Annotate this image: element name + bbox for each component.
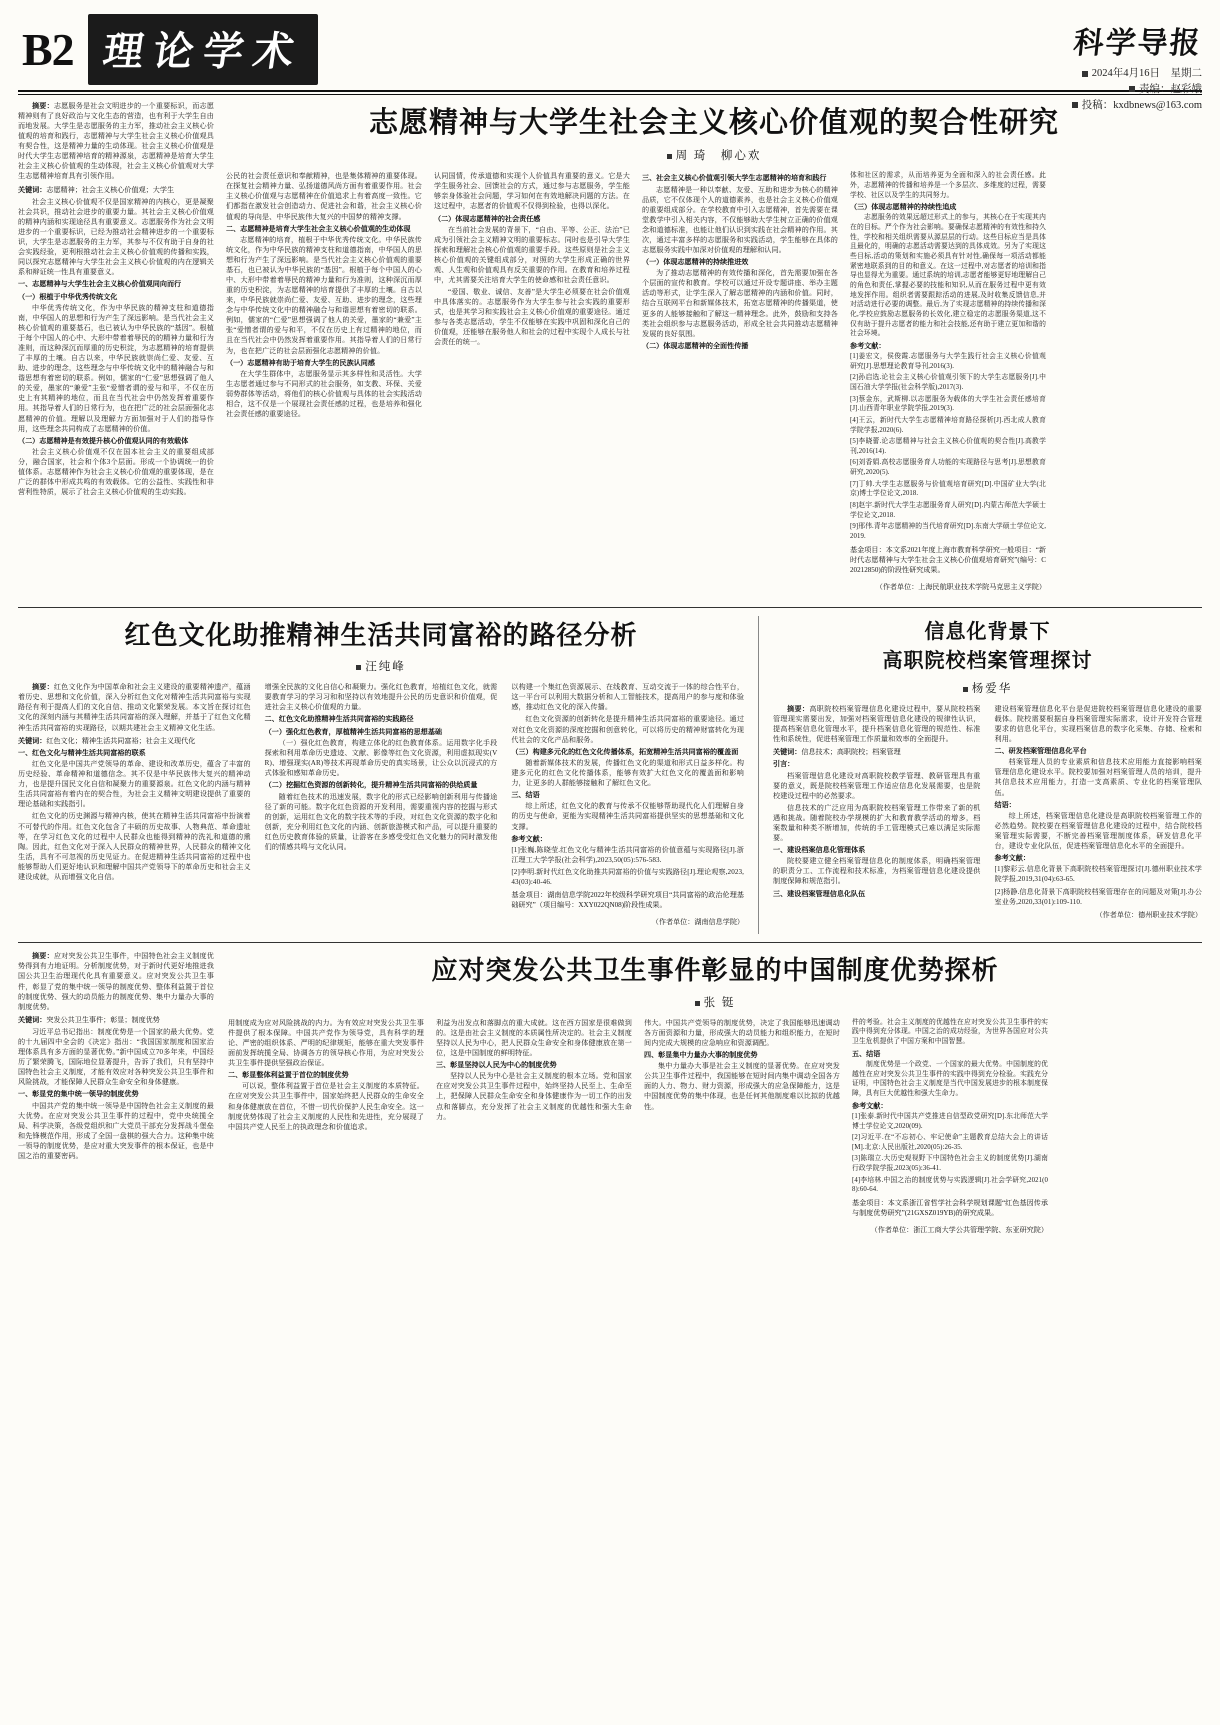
article-4-keywords: [18, 1015, 214, 1025]
article-3-reference: [2]杨静.信息化背景下高职院校档案管理存在的问题及对策[J].办公室业务,2020,33(01):109-110.: [994, 887, 1202, 906]
article-4-body-1: 习近平总书记指出：制度优势是一个国家的最大优势。党的十九届四中全会的《决定》指出：“我国国家制度和国家治理体系具有多方面的显著优势。”新中国成立70多年来，中国经历了繁荣腾飞，国际地位显著提升，告诉了我们，只有坚持中国特色社会主义制度，才能有效应对各种突发公共卫生事件和风险挑战，才能保障人民群众生命安全和身体健康。: [18, 1027, 214, 1087]
article-3-headline-line2: 高职院校档案管理探讨: [882, 649, 1093, 672]
keywords-label: 关键词：: [18, 1015, 47, 1024]
article-2-section-2-1: （一）强化红色教育，厚植精神生活共同富裕的思想基础: [264, 727, 443, 736]
keywords-label: 关键词：: [18, 736, 47, 745]
article-4-body-3b: 坚持以人民为中心是社会主义制度的根本立场。党和国家在应对突发公共卫生事件过程中，始终坚持人民至上、生命至上，把保障人民群众生命安全和身体健康作为一切工作的出发点和落脚点，充分发挥了社会主义制度的优越性和强大生命力。: [436, 1072, 632, 1121]
article-1-section-1-2: （二）志愿精神是有效提升核心价值观认同的有效载体: [18, 436, 189, 445]
bullet-square-icon: [1129, 86, 1135, 92]
article-3-headline-line1: 信息化背景下: [924, 620, 1051, 643]
article-1-col-1: [226, 171, 422, 599]
abstract-label: 摘要：: [32, 102, 54, 110]
article-3-abstract: [773, 704, 981, 744]
article-1-section-1: 一、志愿精神与大学生社会主义核心价值观同向而行: [18, 280, 182, 289]
masthead-rule-thin: [18, 94, 1202, 95]
article-2-body-1b: 红色文化的历史渊源与精神内核，使其在精神生活共同富裕中扮演着不可替代的作用。红色文化包含了丰硕的历史故事、人物典范、革命遗址等，在学习红色文化的过程中人民群众也能得到精神的洗礼和道德的熏陶。因此，红色文化对于深入人民群众的精神世界，人民群众的精神文化生活，具有不可忽视的历史见证力。在促进精神生活共同富裕的过程中也能够帮助人们更好地认识和理解中国共产党领导下的革命历史和社会主义建设成就，从而增强文化自信。: [18, 812, 251, 881]
bullet-square-icon: [1082, 71, 1088, 77]
article-4-body-3: 利益为出发点和落脚点的重大成就。这在西方国家是很难做到的。这是由社会主义制度的本质属性所决定的。社会主义制度坚持以人民为中心，把人民群众生命安全和身体健康放在第一位，这是中国制度的鲜明特征。: [436, 1018, 632, 1057]
bullet-square-icon: [695, 1001, 700, 1006]
article-1-body-8: 为了推动志愿精神的有效传播和深化，首先需要加强在各个层面的宣传和教育。学校可以通过开设专题讲座、举办主题活动等形式，让学生深入了解志愿精神的内涵和价值。同时，结合互联网平台和新媒体技术，拓宽志愿精神的传播渠道，使更多的人能够接触和了解这一精神理念。此外，鼓励和支持各类社会组织参与志愿服务活动，形成全社会共同推动志愿精神发展的良好氛围。: [642, 269, 838, 338]
bullet-square-icon: [356, 665, 361, 670]
article-4-col-3: [644, 1018, 840, 1242]
article-4-body-1b: 中国共产党的集中统一领导是中国特色社会主义制度的最大优势。在应对突发公共卫生事件的过程中，党中央统揽全局、科学决策，各级党组织和广大党员干部充分发挥战斗堡垒和先锋模范作用，形成了全国一盘棋的强大合力。这种集中统一领导的制度优势，是应对重大突发事件的根本保证，也是中国之治的重要密码。: [18, 1101, 214, 1160]
article-3-body-2b: 院校要建立健全档案管理信息化的制度体系，明确档案管理的职责分工、工作流程和技术标准，为档案管理信息化建设提供制度保障和规范指引。: [773, 857, 981, 886]
keywords-text: 红色文化；精神生活共同富裕；社会主义现代化: [46, 736, 196, 745]
article-4-reference: [2]习近平.在“不忘初心、牢记使命”主题教育总结大会上的讲话[M].北京:人民出版社,2020(05):26-35.: [852, 1134, 1048, 1151]
abstract-text: 应对突发公共卫生事件，中国特色社会主义制度优势得到有力地证明。分析制度优势，对于新时代更好地推进我国公共卫生治理现代化具有重要意义。应对突发公共卫生事件，彰显了党的集中统一领导的制度优势、整体利益置于首位的制度优势、强大的动员能力的制度优势、集中力量办大事的制度优势。: [18, 952, 214, 1011]
divider-2: [18, 942, 1202, 943]
article-1: [18, 101, 1202, 599]
article-2-references-label: 参考文献：: [511, 834, 547, 843]
article-2-body-4: 以构建一个集红色资源展示、在线教育、互动交流于一体的综合性平台，这一平台可以利用大数据分析和人工智能技术，提高用户的参与度和体验感，推动红色文化的深入传播。: [511, 683, 745, 712]
article-2-affiliation: （作者单位：湖南信息学院）: [651, 918, 745, 927]
keywords-text: 突发公共卫生事件；彰显；制度优势: [46, 1015, 160, 1024]
article-2-body-5: 红色文化资源的创新转化是提升精神生活共同富裕的重要途径。通过对红色文化资源的深度挖掘和创意转化，可以将历史的精神财富转化为现代社会的文化产品和服务。: [511, 715, 745, 744]
article-4-headline: 应对突发公共卫生事件彰显的中国制度优势探析: [431, 956, 999, 986]
article-1-byline: 周 琦 柳心欢: [226, 147, 1202, 163]
article-1-section-2-2: （二）体现志愿精神的社会责任感: [434, 214, 541, 223]
keywords-label: 关键词：: [18, 185, 47, 194]
article-3: [758, 616, 1202, 935]
abstract-text: 志愿服务是社会文明进步的一个重要标识，而志愿精神则有了良好政治与文化生态的营造，也有利于大学生自由而地发展。大学生是志愿服务的主力军，推动社会主义核心价值观的培育和践行，志愿精神与大学生社会主义核心价值观具有契合性，这是精神力量的生动体现。社会主义核心价值观是时代大学生志愿精神培育的精神源泉，志愿精神是培育大学生社会主义核心价值观的生动体现，社会主义核心价值观对大学生志愿精神培育具有引领作用。: [18, 102, 214, 181]
article-2-reference: [2]李明.新时代红色文化助推共同富裕的价值与实践路径[J].理论观察,2023,43(03):40-46.: [511, 868, 745, 887]
newspaper-brand: 科学导报: [1071, 27, 1204, 60]
article-1-reference: [3]蔡金东，武斯柳.以志愿服务为载体的大学生社会责任感培育[J].山西青年职业学院学报,2019(3).: [850, 395, 1046, 413]
article-4-body-6: 制度优势是一个政党、一个国家的最大优势。中国制度的优越性在应对突发公共卫生事件的实践中得到充分检验。实践充分证明，中国特色社会主义制度是当代中国发展进步的根本制度保障，具有巨大优越性和强大生命力。: [852, 1061, 1048, 1097]
article-4-col-4: [852, 1018, 1048, 1242]
article-4-references-label: 参考文献：: [852, 1101, 888, 1110]
masthead-date: 2024年4月16日 星期二: [1072, 66, 1202, 82]
abstract-label: 摘要：: [32, 683, 54, 692]
page-number: B2: [22, 23, 74, 75]
masthead-left: [18, 14, 318, 85]
article-1-headline: 志愿精神与大学生社会主义核心价值观的契合性研究: [368, 107, 1059, 139]
article-1-reference: [4]王云，新时代大学生志愿精神培育路径探析[J].西北成人教育学院学报,2020(6).: [850, 416, 1046, 434]
article-1-abstract-column: [18, 101, 214, 599]
article-2-body-3: （一）强化红色教育，构建立体化的红色教育体系。运用数字化手段探索和利用革命历史遗迹、文献、影像等红色文化资源，利用虚拟现实(VR)、增强现实(AR)等技术再现革命历史的真实场景，让公众以沉浸式的方式体验和感知革命历史。: [264, 739, 498, 778]
article-4: [18, 951, 1202, 1242]
article-1-reference: [2]孙启选.论社会主义核心价值观引领下的大学生志愿服务[J].中国石油大学学报(社会科学版),2017(3).: [850, 374, 1046, 391]
article-4-byline: 张 铤: [228, 994, 1202, 1010]
article-1-section-3-1: （一）体现志愿精神的持续推进效: [642, 257, 749, 266]
article-1-reference: [6]刘香娟.高校志愿服务育人功能的实现路径与思考[J].思想教育研究,2020(5).: [850, 459, 1046, 477]
article-2-section-3: 三、结语: [511, 791, 540, 800]
article-4-body-4b: 集中力量办大事是社会主义制度的显著优势。在应对突发公共卫生事件过程中，我国能够在短时间内集中调动全国各方面的人力、物力、财力资源，形成强大的应急保障能力，这是中国制度优势的集中体现，也是任何其他制度难以比拟的优越性。: [644, 1062, 840, 1111]
article-1-para-1: 中华优秀传统文化，作为中华民族的精神支柱和道德指南，中华国人的思想和行为产生了深远影响。是当代社会主义核心价值观的重要基石，也已被认为中华民族的“基因”。根植于每个中国人的心中、大形中带着着辱民的的精神力量和行为准则，而这种深沉而厚重的历史积淀，为志愿精神的培育提供了丰厚的土壤。自古以来，中华民族就崇尚仁爱、友爱、互助、进步的理念，这些理念与中华传统文化中的精神融合与和谐思想有着密切的联系。例如，儒家的“仁爱”思想强调了他人的关爱，墨家的“兼爱”主张“爱憎者谓的爱与和平，不仅在历史上有其精神的地位，而且在当代社会中仍然发挥着重要作用。其指导着人们的日常行为，也在把广泛的社会层面强化志愿精神的价值。理解以及理解力方面加强对于人们的指导作用，这些理念共同构成了志愿精神的价值。: [18, 303, 214, 433]
masthead-submission: 投稿：kxdbnews@163.com: [1072, 98, 1202, 114]
article-1-affiliation: （作者单位：上海民航职业技术学院马克思主义学院）: [875, 582, 1046, 591]
article-4-section-1: 一、彰显党的集中统一领导的制度优势: [18, 1090, 139, 1099]
article-4-body-2: 用制度成为应对风险挑战的内力。为有效应对突发公共卫生事件提供了根本保障。中国共产党作为领导党，具有科学的理论、严密的组织体系、严明的纪律规矩，能够在重大突发事件面前发挥统揽全局、协调各方的领导核心作用，为应对突发公共卫生事件提供坚强政治保证。: [228, 1018, 424, 1068]
article-2-section-2-3: （三）构建多元化的红色文化传播体系，拓宽精神生活共同富裕的覆盖面: [511, 747, 739, 756]
article-2-headline: 红色文化助推精神生活共同富裕的路径分析: [124, 620, 638, 650]
article-2-col-2: [265, 682, 498, 934]
keywords-label: 关键词：: [773, 748, 802, 757]
article-2-reference: [1]张巍,陈晓莹.红色文化与精神生活共同富裕的价值意蕴与实现路径[J].浙江理工大学学报(社会科学),2023,50(05):576-583.: [511, 845, 745, 864]
article-4-columns: [228, 1018, 1202, 1242]
article-1-section-1-1: （一）根植于中华优秀传统文化: [18, 292, 118, 301]
article-2-body-2: 增强全民族的文化自信心和凝聚力。强化红色教育，培植红色文化，就需要教育学习的学习习和和坚持以有效地提升公民的历史意识和价值观，促进社会主义核心价值观的力量。: [264, 683, 498, 712]
article-2-section-1: 一、红色文化与精神生活共同富裕的联系: [18, 748, 146, 757]
article-3-byline: 杨爱华: [773, 680, 1202, 696]
section-title: [88, 14, 318, 85]
article-3-section-conclusion: 结语：: [994, 800, 1016, 809]
article-4-col-2: [436, 1018, 632, 1242]
article-1-body-10: 志愿服务的效果远超过形式上的参与，其核心在于实现其内在的目标。严个作为社会影响。要确保志愿精神的有效性和持久性，学校和相关组织需要从源层层的行动。这些目标应当是具体且最化的，明确的志愿活动需要达到的具体成效。另为了实现这些目标,活动的策划和实施必须具有针对性,确保每一项活动都能紧密地联系到的目的和意义。在这一过程中,对志愿者的培训和指导也显得尤为重要。通过系统的培训,志愿者能够更好地理解自己的角色和责任,掌握必要的技能和知识,从而在服务过程中更有效地发挥作用。组织者需要跟踪活动的进展,及时收集反馈信息,并对活动进行必要的调整。最后,为了实现志愿精神的持续传播和深化,学校应鼓励志愿服务的长效化,建立稳定的志愿服务渠道,这不仅有助于提升志愿者的能力和社会技能,还有助于建立更加和谐的社会环境。: [850, 214, 1046, 338]
article-4-abstract: [18, 951, 214, 1011]
article-2-col-1: [18, 682, 251, 934]
article-3-columns: [773, 704, 1202, 927]
article-4-main: [228, 951, 1202, 1242]
masthead-editor: 责编：赵彩娥: [1072, 82, 1202, 98]
article-3-reference: [1]黎彩云.信息化背景下高职院校档案管理探讨[J].德州职业技术学院学报,2019,31(04):63-65.: [994, 865, 1202, 884]
article-2-body-1: 红色文化是中国共产党领导的革命、建设和改革历史，蕴含了丰富的历史经验、革命精神和道德信念。其不仅是中华民族伟大复兴的精神动力，也是提升国民文化自信和凝聚力的重要源泉。红色文化的内涵与精神生活共同富裕有着内在的契合性，为社会主义精神文明建设提供了重要的理论基础和实践指引。: [18, 760, 251, 809]
article-1-section-3: 三、社会主义核心价值观引领大学生志愿精神的培育和践行: [642, 174, 827, 183]
article-2-body-3b: 随着红色技术的迅速发展，数字化的形式已经影响创新利用与传播途径了新的可能。数字化红色资源的开发利用，需要重视内容的挖掘与形式的创新，运用红色文化的数字技术等的手段，对红色文化资源的数字化和创新，充分利用红色文化的内涵、创新旅游模式和产品，可以提升重要的红色历史教育体验的质量，让游客在多感受受红色文化魅力的同时激发他们的情感共鸣与文化认同。: [264, 792, 498, 851]
article-1-section-2-1: （一）志愿精神有助于培育大学生的民族认同感: [226, 358, 375, 367]
article-3-section-1: 一、建设档案信息化管理体系: [773, 846, 866, 855]
abstract-text: 红色文化作为中国革命和社会主义建设的重要精神遗产，蕴涵着历史、思想和文化价值，深入分析红色文化对精神生活共同富裕与实现路径有利于提高人们的文化自信、推动文化繁荣发展。本文旨在探讨红色文化的深刻内涵与其精神生活共同富裕的深入理解，并基于了红色文化精神生活共同富裕的实现路径，以期共建社会主义精神文化生活。: [18, 683, 251, 732]
masthead-rule-thick: [18, 90, 1202, 92]
article-1-fund: 基金项目：本文系2021年度上海市教育科学研究一般项目：“新时代志愿精神与大学生社会主义核心价值观培育研究”(编号：C20212850)的阶段性研究成果。: [850, 545, 1046, 574]
article-3-col-2: [995, 704, 1203, 927]
article-1-section-3-3: （三）体现志愿精神的持续性追成: [850, 203, 957, 212]
article-1-reference: [1]姜宏文，侯俊霞.志愿服务与大学生践行社会主义核心价值观研究[J].思想理论教育导刊,2016(3).: [850, 353, 1046, 370]
article-1-lead: 社会主义核心价值观不仅是国家精神的内核心，更是凝聚社会共识，推动社会进步的重要力量。其社会主义核心价值观的精神内涵和实现途径具有重要意义。志愿服务作为社会文明进步的一个重要标识，已经为推动社会精神进步的一个重要标识，大学生是志愿服务的主力军，其参与不仅有助于自身的社会实践经验，更利根推动社会主义核心价值观的传播和实践，同以探究志愿精神与大学生社会主义核心价值观的内在逻辑关系和辩证统一性具有重要意义。: [18, 197, 214, 277]
article-2-keywords: [18, 736, 251, 746]
bullet-square-icon: [963, 687, 968, 692]
article-1-reference: [9]邢伟.青年志愿精神的当代培育研究[D].东南大学硕士学位论文,2019.: [850, 523, 1046, 540]
article-2-byline: 汪纯峰: [18, 658, 744, 674]
section-title-text: 理论学术: [100, 29, 307, 74]
article-3-section-2: 三、建设档案管理信息化队伍: [773, 889, 866, 898]
article-1-col-3: [642, 171, 838, 599]
article-3-body-4: 档案管理人员的专业素质和信息技术应用能力直接影响档案管理信息化建设水平。院校要加强对档案管理人员的培训，提升其信息技术应用能力，打造一支高素质、专业化的档案管理队伍。: [994, 758, 1202, 797]
article-3-affiliation: （作者单位：德州职业技术学院）: [1095, 910, 1202, 919]
article-1-body-1: 公民的社会责任意识和奉献精神，也是集体精神的重要体现。在探复社会精神力量、弘扬道德风尚方面有着重要作用。社会主义核心价值观与志愿精神在价值追求上有着高度一致性。它们都指在激发社会创造动力、促进社会和谐，社会主义核心价值观的导向是、中华民族伟大复兴的中国梦的精神支撑。: [226, 172, 422, 221]
article-1-body-5: 在当前社会发展的背景下，“自由、平等、公正、法治”已成为引领社会主义精神文明的重要标志。同时也是引导大学生探索和理解社会核心价值观的重要手段。这些原则是社会主义核心价值观的关键组成部分，对照的大学生形成正确的世界观、人生观和价值观具有反关重要的作用。在教育和培养过程中，尤其需要关注培育大学生的使命感和社会责任意识。: [434, 225, 630, 285]
article-3-col-1: [773, 704, 981, 927]
article-3-section-platform: 二、研发档案管理信息化平台: [994, 747, 1087, 756]
article-2-fund: 基金项目：湖南信息学院2022年校级科学研究项目“共同富裕的政治伦理基础研究”（项目编号：XXY022QN08)阶段性成果。: [511, 891, 745, 910]
article-1-main: [226, 101, 1202, 599]
article-1-body-4: 认同国情，传承道德和实现个人价值具有重要的意义。它是大学生服务社会、回馈社会的方式，通过参与志愿服务，学生能够亲身体验社会问题，学习如何在有效地解决问题的方法。在这过程中，志愿者的价值观不仅得到检验，也得以深化。: [434, 172, 630, 211]
abstract-label: 摘要：: [787, 704, 810, 713]
article-4-body-2b: 可以说，整体利益置于首位是社会主义制度的本质特征。在应对突发公共卫生事件中，国家始终把人民群众的生命安全和身体健康放在首位，不惜一切代价保护人民生命安全。这一制度优势体现了社会主义制度的人民性和先进性，充分展现了中国共产党人民至上的执政理念和价值追求。: [228, 1082, 424, 1131]
article-1-reference: [7]丁帅.大学生志愿服务与价值观培育研究[D].中国矿业大学(北京)博士学位论文,2018.: [850, 480, 1046, 498]
article-1-keywords: [18, 185, 214, 195]
article-4-section-3: 三、彰显坚持以人民为中心的制度优势: [436, 1061, 557, 1070]
masthead-right: [1072, 14, 1202, 113]
article-4-reference: [4]李培林.中国之治的制度优势与实践逻辑[J].社会学研究,2021(08):60-64.: [852, 1176, 1048, 1194]
article-2-columns: [18, 682, 744, 934]
article-3-section-intro: 引言：: [773, 760, 795, 769]
keywords-text: 志愿精神；社会主义核心价值观；大学生: [46, 185, 175, 194]
article-4-body-4: 伟大。中国共产党领导的制度优势，决定了我国能够迅速调动各方面资源和力量，形成强大的动员能力和组织能力，在短时间内完成大规模的应急响应和资源调配。: [644, 1018, 840, 1047]
abstract-text: 高职院校档案管理信息化建设过程中，要从院校档案管理现实需要出发，加强对档案管理信息化建设的规律性认识，提高档案信息化管理水平，提升档案信息化管理的规范性、标准性和系统性，促进档案管理工作质量和效率的全面提升。: [773, 704, 981, 743]
article-4-top: [18, 951, 1202, 1242]
article-4-section-2: 二、彰显整体利益置于首位的制度优势: [228, 1071, 349, 1080]
keywords-text: 信息技术；高职院校；档案管理: [801, 748, 901, 757]
article-3-body-5: 综上所述，档案管理信息化建设是高职院校档案管理工作的必然趋势。院校要在档案管理信息化建设的过程中，结合院校档案管理实际需要，不断完善档案管理制度体系，研发信息化平台，建设专业化队伍，促进档案管理信息化水平的全面提升。: [994, 811, 1202, 851]
article-1-body-7: 志愿精神是一种以奉献、友爱、互助和进步为核心的精神品质，它不仅体现个人的道德素养，也是社会主义核心价值观的重要组成部分。在学校教育中引入志愿精神，首先需要在课堂教学中引入相关内容，不仅能够助大学生树立正确的价值观念和道德标准，也能让他们认识到实践在社会精神的作用。其次，通过丰富多样的志愿服务和实践活动，学生能够在具体的志愿服务实践中加深对价值观的理解和认同。: [642, 185, 838, 254]
article-1-references-label: 参考文献：: [850, 341, 886, 350]
article-4-section-4: 四、彰显集中力量办大事的制度优势: [644, 1051, 758, 1059]
article-4-section-5: 五、结语: [852, 1049, 881, 1058]
article-1-col-2: [434, 171, 630, 599]
article-1-body-2: 志愿精神的培育，植根于中华优秀传统文化。中华民族传统文化，作为中华民族的精神支柱和道德指南，中华国人的思想和行为产生了深远影响。是当代社会主义核心价值观的重要基石，也已被认为中华民族的“基因”。根植于每个中国人的心中、大形中带着着辱民的精神力量和行为准则，这种深沉而厚重的历史积淀，为志愿精神的培育提供了丰厚的土壤。自古以来，中华民族就崇尚仁爱、友爱、互助、进步的理念，这些理念与中华传统文化中的精神融合与和谐思想有着密切的联系。例如，儒家的“仁爱”思想强调了他人的关爱，墨家的“兼爱”主张“爱憎者谓的爱与和平，不仅在历史上有过精神的地位，而且在当代社会中仍然发挥着重要作用。其指导着人们的日常行为，也在把广泛的社会层面强化志愿精神的价值。: [226, 235, 422, 355]
article-3-body-1: 档案管理信息化建设对高职院校教学管理、教研管理具有重要的意义，既是院校档案管理工作适应信息化发展需要，也是院校建设过程中的必然要求。: [773, 771, 981, 800]
bullet-square-icon: [667, 154, 672, 159]
article-2-section-2: 二、红色文化助推精神生活共同富裕的实践路径: [264, 715, 414, 724]
abstract-label: 摘要：: [32, 952, 54, 961]
article-3-body-3: 建设档案管理信息化平台是促进院校档案管理信息化建设的重要载体。院校需要根据自身档案管理实际需求，设计开发符合管理要求的信息化平台，实现档案信息的数字化采集、存储、检索和利用。: [994, 704, 1202, 743]
article-4-reference: [1]张泰.新时代中国共产党推进自信型政党研究[D].东北师范大学博士学位论文,2020(09).: [852, 1112, 1048, 1130]
article-2-body-5b: 随着新媒体技术的发展，传播红色文化的渠道和形式日益多样化。构建多元化的红色文化传播体系，能够有效扩大红色文化的覆盖面和影响力，让更多的人群能够接触和了解红色文化。: [511, 758, 745, 788]
article-4-reference: [3]陈瑞立.大历史观视野下中国特色社会主义的制度优势[J].湖南行政学院学报,2023(05):36-41.: [852, 1155, 1048, 1173]
article-4-fund: 基金项目：本文系浙江省哲学社会科学规划课题“红色基因传承与制度优势研究”(21GXSZ019YB)的研究成果。: [852, 1198, 1048, 1217]
article-2-abstract: [18, 682, 251, 732]
article-4-col-1: [228, 1018, 424, 1242]
article-4-body-5: 件的考验。社会主义制度的优越性在应对突发公共卫生事件的实践中得到充分体现。中国之治的成功经验，为世界各国应对公共卫生危机提供了中国方案和中国智慧。: [852, 1018, 1048, 1046]
article-1-para-2: 社会主义核心价值观不仅在国本社会主义的重要组成部分，融合国家，社会和个体3个层面。形成一个协调统一的价值体系。志愿精神作为社会主义核心价值观的重要体现，是在广泛的群体中形成共鸣的有效载体。它的公益性、实践性和非营利性特质，展示了社会主义核心价值观的生动实践。: [18, 447, 214, 497]
article-1-reference: [8]赵宇.新时代大学生志愿服务育人研究[D].内蒙古师范大学硕士学位论文,2018.: [850, 502, 1046, 519]
article-1-body-9: 体和社区的需求，从而培养更为全面和深入的社会责任感。此外，志愿精神的传播和培养是一个多层次、多维度的过程，需要学校、社区以及学生的共同努力。: [850, 172, 1046, 199]
article-2-section-2-2: （二）挖掘红色资源的创新转化，提升精神生活共同富裕的供给质量: [264, 781, 478, 790]
article-3-body-2: 信息技术的广泛应用为高职院校档案管理工作带来了新的机遇和挑战。随着院校办学规模的扩大和教育教学活动的增多，档案数量和种类不断增加，传统的手工管理模式已难以满足实际需要。: [773, 803, 981, 842]
article-1-col-4: [850, 171, 1046, 599]
article-1-abstract: [18, 101, 214, 182]
article-2-col-3: [511, 682, 744, 934]
article-1-section-2: 二、志愿精神是培育大学生社会主义核心价值观的生动体现: [226, 224, 411, 233]
article-4-affiliation: （作者单位：浙江工商大学公共管理学院、东亚研究院）: [870, 1226, 1048, 1235]
middle-band: [18, 616, 1202, 935]
article-1-body-3: 在大学生群体中，志愿服务显示其多样性和灵活性。大学生志愿者通过参与不同形式的社会服务，如支教、环保、关爱弱势群体等活动，将他们的核心价值观与具体的社会实践活动相合，这不仅是一个展现社会责任感的过程，也是培养和强化社会责任感的重要途径。: [226, 369, 422, 419]
divider-1: [18, 607, 1202, 608]
article-2: [18, 616, 744, 935]
article-2-body-6: 综上所述，红色文化的教育与传承不仅能够帮助现代化人们理解自身的历史与使命，更能为实现精神生活共同富裕提供坚实的思想基础和文化支撑。: [511, 802, 745, 831]
article-3-keywords: [773, 747, 981, 757]
article-1-section-3-2: （二）体现志愿精神的全面性传播: [642, 341, 749, 350]
article-4-abstract-column: [18, 951, 214, 1242]
article-3-references-label: 参考文献：: [994, 854, 1030, 863]
article-1-body-6: “爱国、敬业、诚信、友善”是大学生必须要在社会价值观中具体落实的。志愿服务作为大学生参与社会实践的重要形式，也是其学习和实践社会主义核心价值观的重要途径。通过参与各类志愿活动，学生不仅能够在实践中巩固和深化自己的价值观，还能够在服务他人和社会的过程中实现个人成长与社会责任的统一。: [434, 288, 630, 347]
article-1-reference: [5]李晓蕾.论志愿精神与社会主义核心价值观的契合性[J].高教学刊,2016(14).: [850, 438, 1046, 455]
